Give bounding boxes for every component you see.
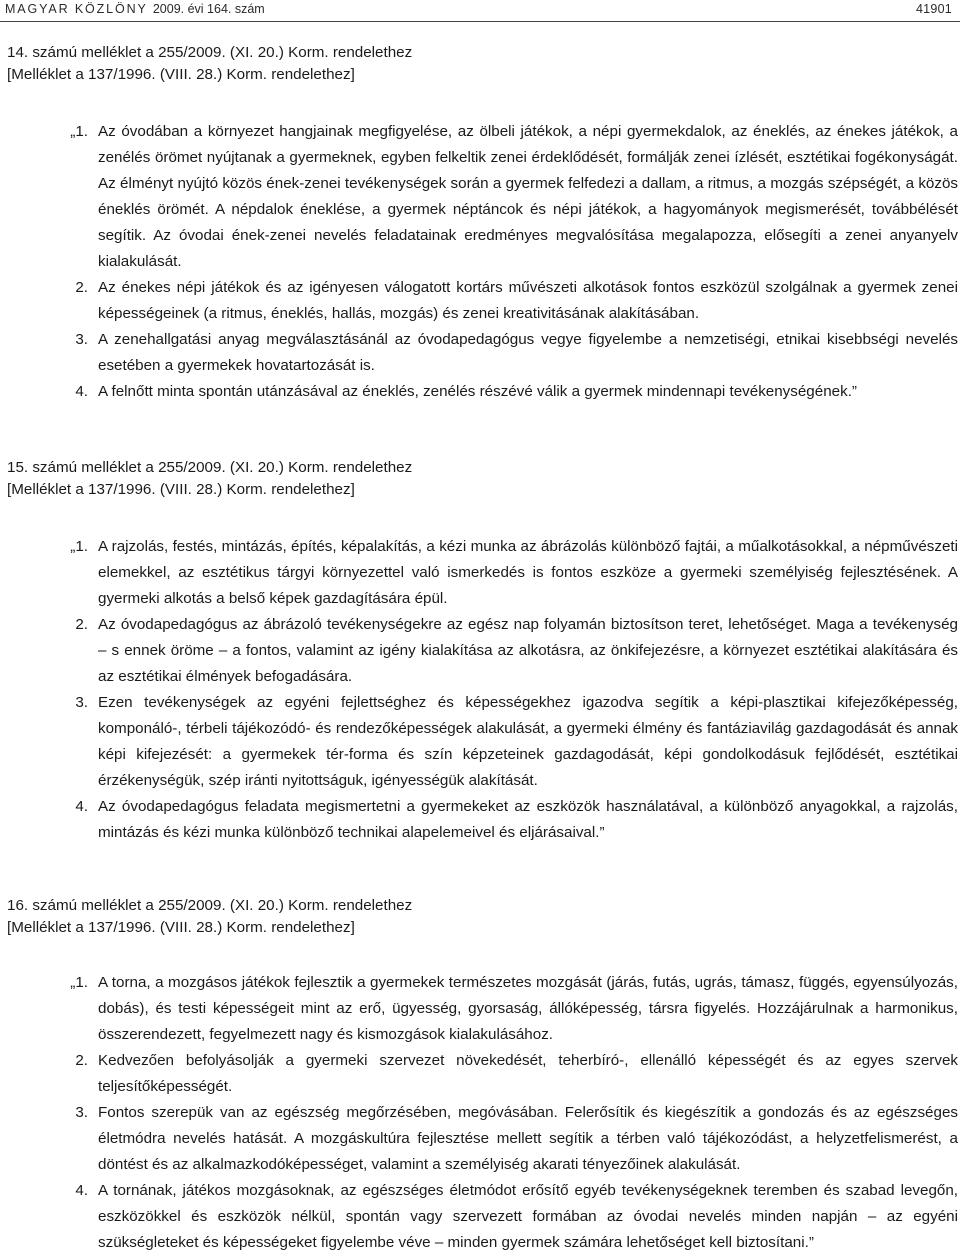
item-text: A torna, a mozgásos játékok fejlesztik a gyermekek természetes mozgását (járás, futás, ugrás, támasz, függés, egyensúlyozás, dobás), és testi képességeit mint az erő, ügyesség, gyorsaság, állóképesség, társra figyelés. Hozzájárulnak a harmonikus, összerendezett, fegyelmezett nagy és kismozgások kialakulásához. (98, 974, 958, 1043)
annex-reference: [Melléklet a 137/1996. (VIII. 28.) Korm. rendelethez] (7, 919, 355, 936)
annex-title: 16. számú melléklet a 255/2009. (XI. 20.) Korm. rendelethez (7, 897, 413, 914)
list-item (48, 119, 958, 275)
item-number: „1. (70, 974, 88, 991)
annex-title: 14. számú melléklet a 255/2009. (XI. 20.) Korm. rendelethez (7, 44, 413, 61)
item-text: Fontos szerepük van az egészség megőrzésében, megóvásában. Felerősítik és kiegészítik a gondozás és az egészséges életmódra nevelés hatását. A mozgáskultúra fejlesztése mellett segítik a térben való tájékozódást, a helyzetfelismerést, a döntést és az alkalmazkodóképességet, valamint a személyiség akarati tényezőinek alakulását. (98, 1104, 958, 1173)
annex-heading (7, 42, 412, 86)
publication-name (5, 2, 265, 16)
item-text: Kedvezően befolyásolják a gyermeki szervezet növekedését, teherbíró-, ellenálló képességét és az egyes szervek teljesítőképességét. (98, 1052, 958, 1095)
item-number: 3. (75, 331, 88, 348)
list-item (48, 1048, 958, 1100)
item-number: „1. (70, 538, 88, 555)
annex-heading (7, 895, 412, 939)
list-item (48, 275, 958, 327)
item-number: 4. (75, 1182, 88, 1199)
annex-items (48, 119, 958, 405)
item-text: A felnőtt minta spontán utánzásával az éneklés, zenélés részévé válik a gyermek mindennapi tevékenységének.” (98, 383, 857, 400)
item-number: 4. (75, 383, 88, 400)
list-item (48, 1100, 958, 1178)
item-number: 4. (75, 798, 88, 815)
item-number: 2. (75, 1052, 88, 1069)
annex-title: 15. számú melléklet a 255/2009. (XI. 20.) Korm. rendelethez (7, 459, 413, 476)
list-item (48, 379, 958, 405)
item-number: 2. (75, 616, 88, 633)
item-text: Az énekes népi játékok és az igényesen válogatott kortárs művészeti alkotások fontos eszközül szolgálnak a gyermek zenei képességeinek (a ritmus, éneklés, hallás, mozgás) és zenei kreativitásának alakításában. (98, 279, 958, 322)
list-item (48, 1178, 958, 1256)
item-number: „1. (70, 123, 88, 140)
item-number: 3. (75, 1104, 88, 1121)
item-number: 3. (75, 694, 88, 711)
annex-items (48, 534, 958, 846)
annex-heading (7, 457, 412, 501)
publication-name-spaced: MAGYAR KÖZLÖNY (5, 2, 148, 16)
item-text: Ezen tevékenységek az egyéni fejlettséghez és képességekhez igazodva segítik a képi-plasztikai kifejezőképesség, komponáló-, térbeli tájékozódó- és rendezőképességek alakulását, a gyermeki élmény és fantáziavilág gazdagodását és annak képi kifejezését: a gyermekek tér-forma és szín képzeteinek gazdagodását, képi gondolkodásuk fejlődését, esztétikai érzékenységük, szép iránti nyitottságuk, igényességük alakítását. (98, 694, 958, 789)
annex-reference: [Melléklet a 137/1996. (VIII. 28.) Korm. rendelethez] (7, 66, 355, 83)
item-text: A tornának, játékos mozgásoknak, az egészséges életmódot erősítő egyéb tevékenységeknek teremben és szabad levegőn, eszközökkel és eszközök nélkül, spontán vagy szervezett formában az óvodai nevelés minden napján – az egyéni szükségleteket és képességeket figyelembe véve – minden gyermek számára lehetőséget kell biztosítani.” (98, 1182, 958, 1251)
list-item (48, 327, 958, 379)
page-header (5, 0, 952, 18)
header-divider (0, 21, 960, 22)
list-item (48, 690, 958, 794)
publication-issue: 2009. évi 164. szám (152, 2, 265, 16)
page-number: 41901 (915, 2, 952, 16)
list-item (48, 794, 958, 846)
annex-reference: [Melléklet a 137/1996. (VIII. 28.) Korm. rendelethez] (7, 481, 355, 498)
item-number: 2. (75, 279, 88, 296)
item-text: Az óvodában a környezet hangjainak megfigyelése, az ölbeli játékok, a népi gyermekdalok, az éneklés, az énekes játékok, a zenélés örömet nyújtanak a gyermeknek, egyben felkeltik zenei érdeklődését, formálják zenei ízlését, esztétikai fogékonyságát. Az élményt nyújtó közös ének-zenei tevékenységek során a gyermek felfedezi a dallam, a ritmus, a mozgás szépségét, a közös éneklés örömét. A népdalok éneklése, a gyermek néptáncok és népi játékok, a hagyományok megismerését, továbbélését segítik. Az óvodai ének-zenei nevelés feladatainak eredményes megvalósítása megalapozza, elősegíti a zenei anyanyelv kialakulását. (98, 123, 958, 270)
list-item (48, 534, 958, 612)
annex-items (48, 970, 958, 1256)
item-text: A zenehallgatási anyag megválasztásánál az óvodapedagógus vegye figyelembe a nemzetiségi, etnikai kisebbségi nevelés esetében a gyermekek hovatartozását is. (98, 331, 958, 374)
item-text: Az óvodapedagógus az ábrázoló tevékenységekre az egész nap folyamán biztosítson teret, lehetőséget. Maga a tevékenység – s ennek öröme – a fontos, valamint az igény kialakítása az alkotásra, az önkifejezésre, a környezet esztétikai alakítására és az esztétikai élmények befogadására. (98, 616, 958, 685)
list-item (48, 612, 958, 690)
item-text: Az óvodapedagógus feladata megismertetni a gyermekeket az eszközök használatával, a különböző anyagokkal, a rajzolás, mintázás és kézi munka különböző technikai alapelemeivel és eljárásaival.” (98, 798, 958, 841)
item-text: A rajzolás, festés, mintázás, építés, képalakítás, a kézi munka az ábrázolás különböző fajtái, a műalkotásokkal, a népművészeti elemekkel, az esztétikus tárgyi környezettel való ismerkedés is fontos eszköze a gyermeki személyiség fejlesztésének. A gyermeki alkotás a belső képek gazdagítására épül. (98, 538, 958, 607)
list-item (48, 970, 958, 1048)
